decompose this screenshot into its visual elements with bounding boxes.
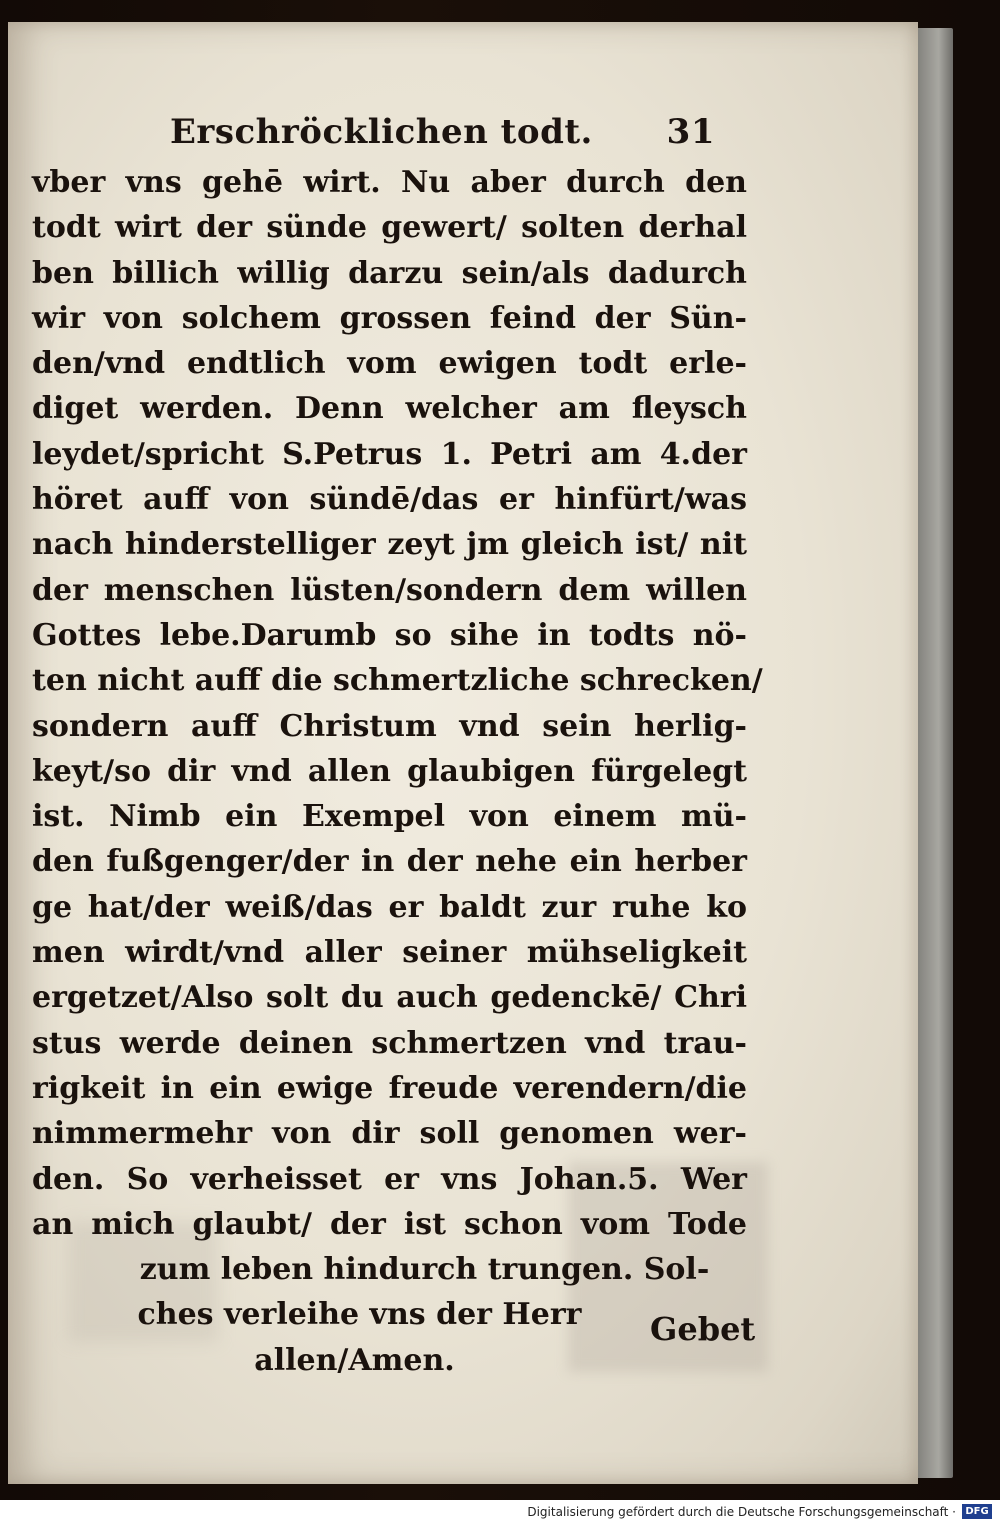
text-line: ches verleihe vns der Herr [137, 1297, 582, 1333]
text-line: den fußgenger/der in der nehe ein herber [32, 844, 747, 880]
running-title: Erschröcklichen todt. [170, 112, 593, 152]
text-line: allen/Amen. [254, 1342, 455, 1378]
text-line: diget werden. Denn welcher am fleysch [32, 391, 747, 427]
catchword: Gebet [650, 1310, 756, 1348]
text-line: men wirdt/vnd aller seiner mühseligkeit [32, 935, 747, 971]
text-line: ergetzet/Also solt du auch gedenckē/ Chri [32, 980, 747, 1016]
text-line: den. So verheisset er vns Johan.5. Wer [32, 1161, 747, 1197]
text-line: rigkeit in ein ewige freude verendern/die [32, 1070, 747, 1106]
text-line: leydet/spricht S.Petrus 1. Petri am 4.der [32, 436, 747, 472]
funding-credit: Digitalisierung gefördert durch die Deutsche Forschungsgemeinschaft · [527, 1505, 956, 1519]
footer-bar [0, 1500, 1000, 1524]
text-line: ten nicht auff die schmertzliche schrecken/ [32, 663, 763, 699]
page-number: 31 [666, 112, 715, 152]
body-text [32, 160, 763, 1383]
text-line: ge hat/der weiß/das er baldt zur ruhe ko [32, 889, 747, 925]
text-line: zum leben hindurch trungen. Sol- [139, 1252, 710, 1288]
text-line: an mich glaubt/ der ist schon vom Tode [32, 1206, 747, 1242]
text-line: todt wirt der sünde gewert/ solten derhal [32, 210, 747, 246]
text-line: ist. Nimb ein Exempel von einem mü- [32, 799, 747, 835]
text-line: den/vnd endtlich vom ewigen todt erle- [32, 346, 747, 382]
text-line: höret auff von sündē/das er hinfürt/was [32, 482, 747, 518]
text-line: wir von solchem grossen feind der Sün- [32, 300, 747, 336]
running-head [170, 112, 715, 152]
text-line: Gottes lebe.Darumb so sihe in todts nö- [32, 617, 747, 653]
text-line: nach hinderstelliger zeyt jm gleich ist/ nit [32, 527, 747, 563]
text-line: vber vns gehē wirt. Nu aber durch den [32, 165, 747, 200]
dfg-logo-icon: DFG [962, 1504, 992, 1519]
text-line: stus werde deinen schmertzen vnd trau- [32, 1025, 747, 1061]
text-line: sondern auff Christum vnd sein herlig- [32, 708, 747, 744]
text-line: ben billich willig darzu sein/als dadurch [32, 255, 747, 291]
text-line: nimmermehr von dir soll genomen wer- [32, 1116, 747, 1152]
text-line: keyt/so dir vnd allen glaubigen fürgelegt [32, 753, 747, 789]
text-line: der menschen lüsten/sondern dem willen [32, 572, 747, 608]
